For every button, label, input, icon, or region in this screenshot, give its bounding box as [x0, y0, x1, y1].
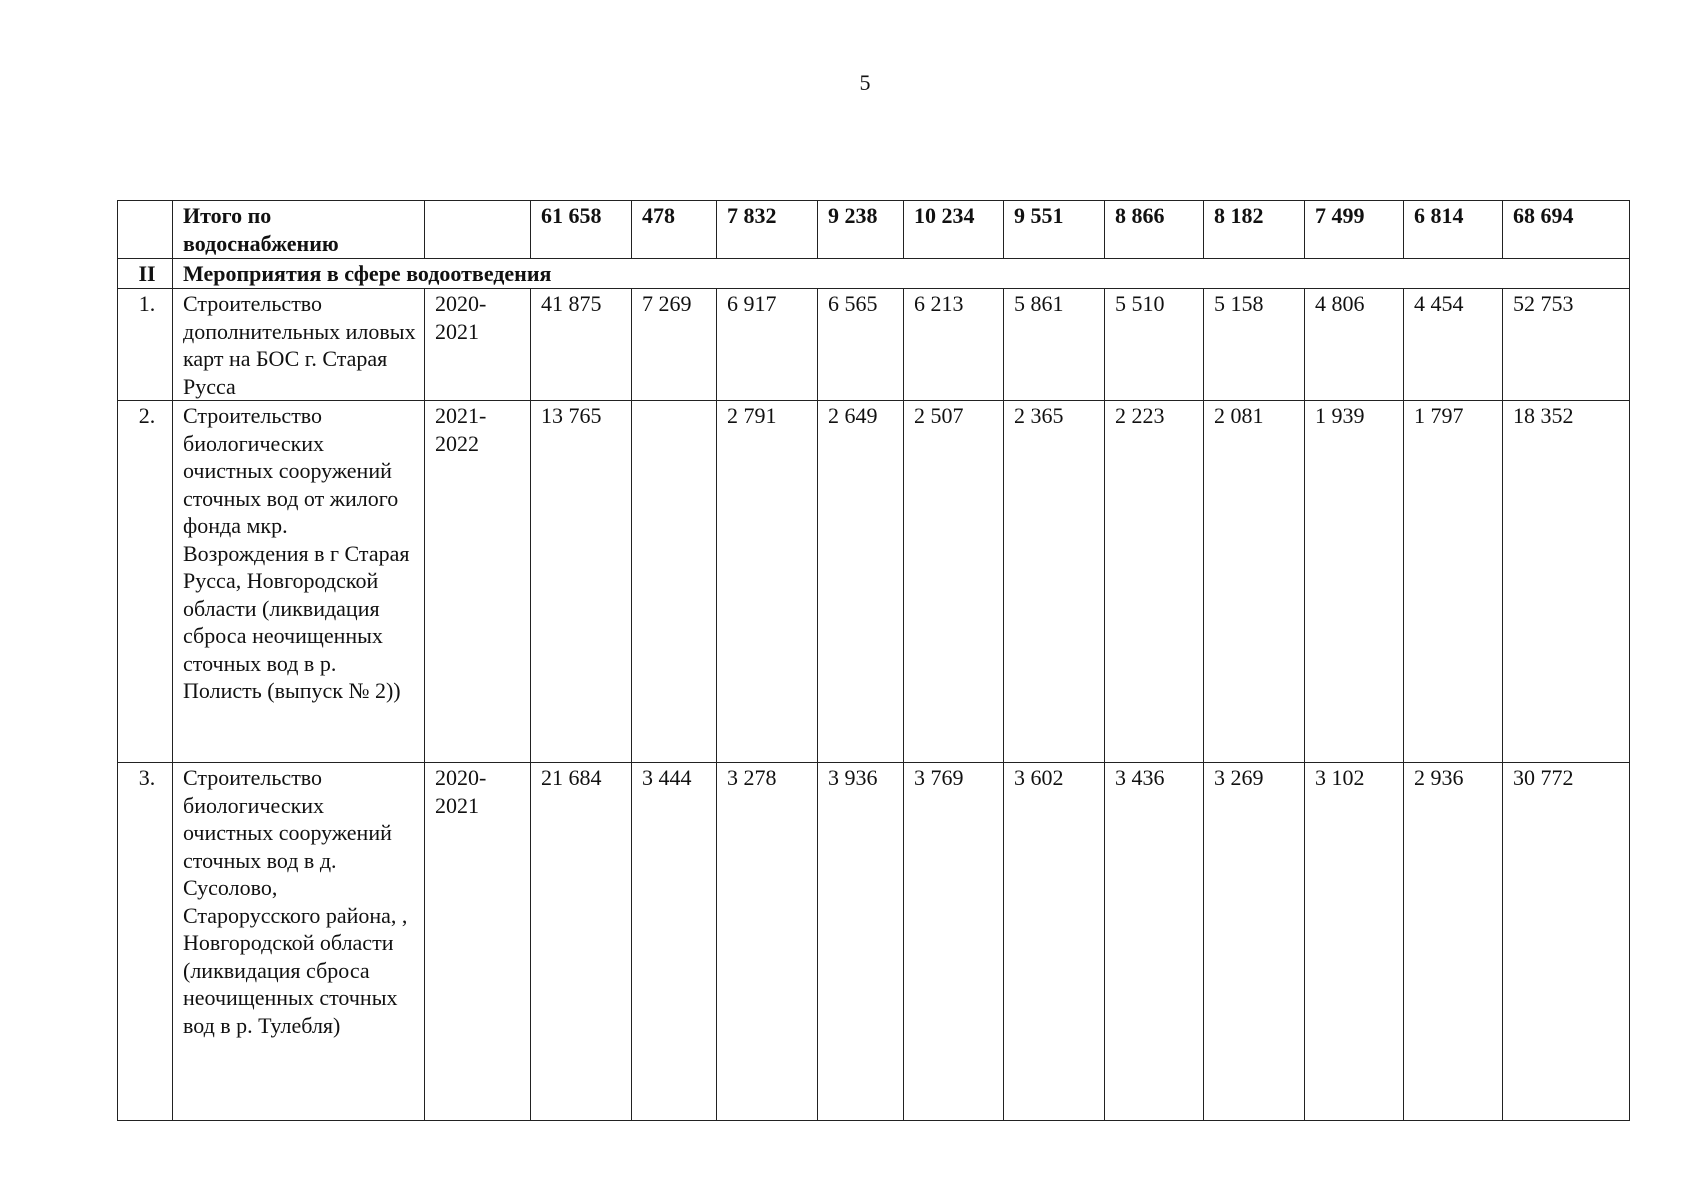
value-cell: 9 551 — [1004, 201, 1105, 259]
value-cell: 3 936 — [818, 763, 904, 1121]
value-cell: 3 269 — [1204, 763, 1305, 1121]
value-cell: 3 278 — [717, 763, 818, 1121]
value-cell: 61 658 — [531, 201, 632, 259]
row-period-cell: 2021-2022 — [425, 401, 531, 763]
value-cell: 7 269 — [632, 289, 717, 401]
value-cell: 2 365 — [1004, 401, 1105, 763]
value-cell: 6 213 — [904, 289, 1004, 401]
table-row-total — [118, 201, 1630, 259]
budget-table — [117, 200, 1630, 1121]
value-cell: 3 602 — [1004, 763, 1105, 1121]
value-cell: 2 507 — [904, 401, 1004, 763]
value-cell: 6 565 — [818, 289, 904, 401]
value-cell: 2 649 — [818, 401, 904, 763]
value-cell: 5 510 — [1105, 289, 1204, 401]
table-row-section — [118, 259, 1630, 289]
value-cell: 7 499 — [1305, 201, 1404, 259]
value-cell: 3 769 — [904, 763, 1004, 1121]
table-row — [118, 763, 1630, 1121]
value-cell: 13 765 — [531, 401, 632, 763]
row-number-cell: 3. — [118, 763, 173, 1121]
section-number-cell: II — [118, 259, 173, 289]
value-cell: 2 223 — [1105, 401, 1204, 763]
value-cell: 5 861 — [1004, 289, 1105, 401]
value-cell: 6 917 — [717, 289, 818, 401]
value-cell: 2 791 — [717, 401, 818, 763]
row-name-cell: Строительство биологических очистных сооружений сточных вод в д. Сусолово, Старорусского района, , Новгородской области (ликвидация сброса неочищенных сточных вод в р. Тулебля) — [173, 763, 425, 1121]
value-cell — [632, 401, 717, 763]
value-cell: 1 939 — [1305, 401, 1404, 763]
page-number: 5 — [859, 70, 871, 95]
section-title-cell: Мероприятия в сфере водоотведения — [173, 259, 1630, 289]
value-cell: 52 753 — [1503, 289, 1630, 401]
value-cell: 4 454 — [1404, 289, 1503, 401]
value-cell: 3 444 — [632, 763, 717, 1121]
table-row — [118, 289, 1630, 401]
value-cell: 1 797 — [1404, 401, 1503, 763]
value-cell: 18 352 — [1503, 401, 1630, 763]
value-cell: 5 158 — [1204, 289, 1305, 401]
value-cell: 3 102 — [1305, 763, 1404, 1121]
row-number-cell: 1. — [118, 289, 173, 401]
row-name-cell: Строительство биологических очистных сооружений сточных вод от жилого фонда мкр. Возрождения в г Старая Русса, Новгородской области (ликвидация сброса неочищенных сточных вод в р. Полисть (выпуск № 2)) — [173, 401, 425, 763]
value-cell: 10 234 — [904, 201, 1004, 259]
row-name-cell: Итого по водоснабжению — [173, 201, 425, 259]
value-cell: 21 684 — [531, 763, 632, 1121]
value-cell: 8 182 — [1204, 201, 1305, 259]
table-row — [118, 401, 1630, 763]
value-cell: 41 875 — [531, 289, 632, 401]
value-cell: 3 436 — [1105, 763, 1204, 1121]
row-period-cell — [425, 201, 531, 259]
value-cell: 30 772 — [1503, 763, 1630, 1121]
row-number-cell — [118, 201, 173, 259]
row-period-cell: 2020-2021 — [425, 289, 531, 401]
value-cell: 8 866 — [1105, 201, 1204, 259]
row-number-cell: 2. — [118, 401, 173, 763]
value-cell: 9 238 — [818, 201, 904, 259]
row-period-cell: 2020-2021 — [425, 763, 531, 1121]
value-cell: 68 694 — [1503, 201, 1630, 259]
row-name-cell: Строительство дополнительных иловых карт на БОС г. Старая Русса — [173, 289, 425, 401]
value-cell: 7 832 — [717, 201, 818, 259]
value-cell: 2 936 — [1404, 763, 1503, 1121]
value-cell: 478 — [632, 201, 717, 259]
value-cell: 4 806 — [1305, 289, 1404, 401]
value-cell: 2 081 — [1204, 401, 1305, 763]
value-cell: 6 814 — [1404, 201, 1503, 259]
